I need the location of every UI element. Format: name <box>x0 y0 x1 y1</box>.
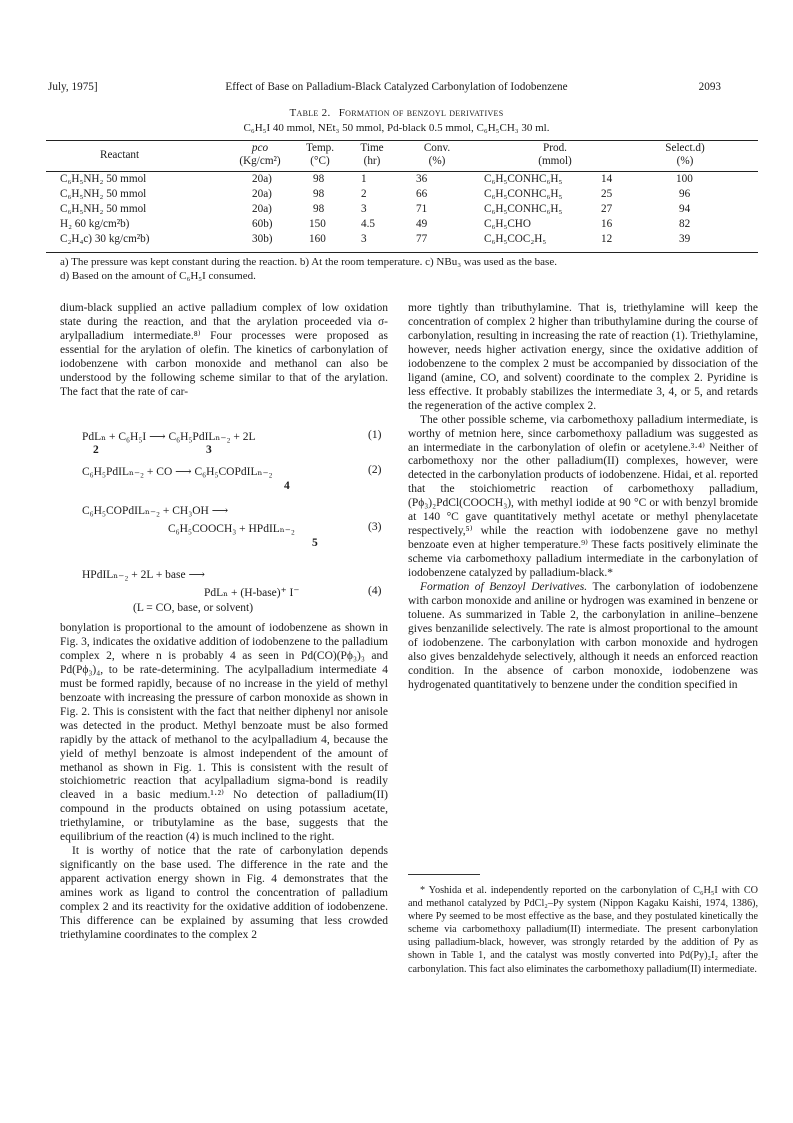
cell-conv: 66 <box>416 188 428 200</box>
paragraph-text: It is worthy of notice that the rate of carbonylation depends significantly on the base used. The difference in the rate and the apparent activation energy shown in Fig. 4 demonstrates that the amines work as ligand to control the concentration of palladium complex 2 and its reactivity for the oxidative addition of iodobenzene. This difference can be explained by assuming that less crowded triethylamine coordinates to the complex 2 <box>60 845 388 941</box>
compound-number: 3 <box>206 444 212 456</box>
cell-reactant: C₆H₅NH₂ 50 mmol <box>60 173 147 185</box>
col-conv <box>412 142 462 168</box>
table-caption <box>0 107 793 119</box>
col-temp <box>295 142 345 168</box>
cell-product: C₆H₅CONHC₆H₅ <box>484 188 563 200</box>
col-prod <box>500 142 610 168</box>
cell-time: 3 <box>361 203 367 215</box>
equation-4-number: (4) <box>368 585 382 597</box>
header-title: Effect of Base on Palladium-Black Catalyzed Carbonylation of Iodobenzene <box>225 81 568 93</box>
cell-mmol: 12 <box>601 233 613 245</box>
cell-time: 3 <box>361 233 367 245</box>
table-row <box>0 233 793 248</box>
cell-mmol: 14 <box>601 173 613 185</box>
header-page-number: 2093 <box>698 81 721 93</box>
table-footnote: d) Based on the amount of C₆H₅I consumed. <box>60 270 256 282</box>
cell-conv: 77 <box>416 233 428 245</box>
header-date: July, 1975] <box>48 81 98 93</box>
table-bottom-rule <box>46 252 758 253</box>
equation-1-number: (1) <box>368 429 382 441</box>
left-paragraph-1 <box>60 302 388 400</box>
col-time-label: Time <box>360 142 384 154</box>
right-column-text <box>408 302 758 693</box>
paragraph-text: dium-black supplied an active palladium complex of low oxidation state during the reaction, and that the arylation proceeded via σ-arylpalladium intermediate.⁸⁾ Four processes were proposed as essential for the arylation of olefin. The kinetics of carbonylation of iodobenzene with carbon monoxide and methanol can also be understood by the following scheme similar to that of the arylation. The fact that the rate of car- <box>60 302 388 398</box>
table-row <box>0 218 793 233</box>
table-row <box>0 173 793 188</box>
cell-pco: 30b) <box>252 233 273 245</box>
cell-mmol: 25 <box>601 188 613 200</box>
cell-temp: 160 <box>309 233 326 245</box>
col-pco <box>225 142 295 168</box>
table-row <box>0 188 793 203</box>
col-select-label: Select.d) <box>665 142 705 154</box>
left-paragraph-2 <box>60 622 388 943</box>
equation-1: PdLₙ + C₆H₅I ⟶ C₆H₅PdILₙ₋₂ + 2L <box>82 431 256 443</box>
table-row <box>0 203 793 218</box>
table-footnote: a) The pressure was kept constant during the reaction. b) At the room temperature. c) NBu₃ was used as the base. <box>60 256 557 268</box>
equation-2: C₆H₅PdILₙ₋₂ + CO ⟶ C₆H₅COPdILₙ₋₂ <box>82 466 273 478</box>
cell-conv: 71 <box>416 203 428 215</box>
cell-product: C₆H₅COC₂H₅ <box>484 233 547 245</box>
cell-time: 4.5 <box>361 218 375 230</box>
table-title: Formation of benzoyl derivatives <box>338 107 504 119</box>
cell-time: 2 <box>361 188 367 200</box>
cell-select: 100 <box>676 173 693 185</box>
equation-2-number: (2) <box>368 464 382 476</box>
cell-select: 96 <box>679 188 691 200</box>
compound-number: 4 <box>284 480 290 492</box>
col-prod-unit: (mmol) <box>538 155 572 167</box>
col-select-unit: (%) <box>676 155 694 167</box>
page-footnote <box>408 884 758 976</box>
cell-conv: 49 <box>416 218 428 230</box>
col-temp-label: Temp. <box>305 142 335 154</box>
table-label: Table 2. <box>289 107 331 119</box>
compound-number: 5 <box>312 537 318 549</box>
table-header-rule <box>46 171 758 172</box>
cell-temp: 98 <box>313 203 325 215</box>
equation-3-number: (3) <box>368 521 382 533</box>
equation-4-products: PdLₙ + (H-base)⁺ I⁻ <box>204 587 300 599</box>
section-heading: Formation of Benzoyl Derivatives. <box>420 581 588 594</box>
cell-reactant: C₆H₅NH₂ 50 mmol <box>60 188 147 200</box>
col-pco-label: pco <box>251 142 269 154</box>
equation-4-reactants: HPdILₙ₋₂ + 2L + base ⟶ <box>82 569 205 581</box>
cell-pco: 20a) <box>252 203 272 215</box>
cell-product: C₆H₅CONHC₆H₅ <box>484 173 563 185</box>
cell-pco: 20a) <box>252 173 272 185</box>
footnote-rule <box>408 874 480 875</box>
cell-product: C₆H₅CONHC₆H₅ <box>484 203 563 215</box>
col-conv-unit: (%) <box>428 155 446 167</box>
compound-number: 2 <box>93 444 99 456</box>
equation-note: (L = CO, base, or solvent) <box>133 602 254 614</box>
cell-select: 94 <box>679 203 691 215</box>
paragraph-text: The carbonylation of iodobenzene with carbon monoxide and aniline or hydrogen was examined in benzene or toluene. As summarized in Table 2, the carbonylation in aniline–benzene gives benzanilide selectively. The rate is almost proportional to the amount of iodobenzene. The carbonylation with carbon monoxide and hydrogen also gives benzaldehyde selectively, although it needs an enforced reaction condition. In the absence of carbon monoxide, iodobenzene was hydrogenated quantitatively to benzene under the condition specified in <box>408 581 758 691</box>
cell-time: 1 <box>361 173 367 185</box>
cell-select: 39 <box>679 233 691 245</box>
col-select <box>650 142 720 168</box>
footnote-text: * Yoshida et al. independently reported on the carbonylation of C₆H₅I with CO and methanol catalyzed by PdCl₂–Py system (Nippon Kagaku Kaishi, 1974, 1386), where Py seemed to be most effective as the base, and they postulated kinetically the scheme via carbomethoxy palladium(II) intermediate. The present carbonylation using palladium-black, however, was strongly retarded by the addition of Py as shown in Table 1, and the catalyst was mostly converted into Pd(Py)₂I₂ after the carbonylation. This fact also eliminates the carbomethoxy palladium(II) intermediate. <box>408 885 758 975</box>
col-temp-unit: (°C) <box>310 155 330 167</box>
col-time-unit: (hr) <box>363 155 381 167</box>
col-pco-unit: (Kg/cm²) <box>239 155 281 167</box>
cell-temp: 98 <box>313 173 325 185</box>
cell-select: 82 <box>679 218 691 230</box>
cell-conv: 36 <box>416 173 428 185</box>
col-reactant: Reactant <box>100 149 140 161</box>
cell-reactant: C₆H₅NH₂ 50 mmol <box>60 203 147 215</box>
paragraph-text: The other possible scheme, via carbomethoxy palladium intermediate, is worthy of metnion here, since carbomethoxy palladium was suggested as an intermediate in the carbonylation of olefin or acetylene.³·⁴⁾ Neither of carbomethoxy nor the other palladium(II) complexes, however, were detected in the carbonylation products of iodobenzene. Hidai, et al. reported that the stoichiometric reaction of carbomethoxy palladium, (Pϕ₃)₂PdCl(COOCH₃), with methyl iodide at 90 °C or with benzyl bromide at 140 °C gave quantitatively methyl acetate or methyl phenylacetate respectively,⁵⁾ while the reaction with iodobenzene gave no methyl benzoate even at higher temperature.⁹⁾ These facts positively eliminate the scheme via carbomethoxy palladium intermediate in the carbonylation of iodobenzene catalyzed by palladium-black.* <box>408 413 758 580</box>
cell-mmol: 27 <box>601 203 613 215</box>
paragraph-formation <box>408 581 758 693</box>
paragraph-text: bonylation is proportional to the amount of iodobenzene as shown in Fig. 3, indicates the oxidative addition of iodobenzene to the palladium complex 2, where n is probably 4 as seen in Pd(CO)(Pϕ₃)₃ and Pd(Pϕ₃)₄, to be rate-determining. The acylpalladium intermediate 4 must be formed rapidly, because of no increase in the yield of methyl benzoate with increasing the pressure of carbon monoxide as shown in Fig. 2. This is consistent with the fact that neither diphenyl nor anisole was detected in the product. Methyl benzoate must be also formed rapidly by the attack of methanol to the acylpalladium 4, because the yield of methyl benzoate is almost independent of the amount of methanol as shown in Fig. 1. This is consistent with the result of stoichiometric reaction that acylpalladium sigma-bond is readily cleaved in a basic medium.¹·²⁾ No detection of palladium(II) compound in the products obtained on using potassium acetate, triethylamine, or tributylamine as the base, suggests that the equilibrium of the reaction (4) is much inclined to the right. <box>60 622 388 844</box>
equation-3-reactants: C₆H₅COPdILₙ₋₂ + CH₃OH ⟶ <box>82 505 229 517</box>
equation-3-products: C₆H₅COOCH₃ + HPdILₙ₋₂ <box>168 523 295 535</box>
col-conv-label: Conv. <box>423 142 451 154</box>
cell-reactant: C₂H₄c) 30 kg/cm²b) <box>60 233 150 245</box>
paragraph-text: more tightly than tributhylamine. That is, triethylamine will keep the concentration of complex 2 higher than tributhylamine during the course of carbonylation, resulting in increasing the rate of reaction (1). Triethylamine, however, needs higher activation energy, since the oxidative addition of iodobenzene to the complex 2 must be accompanied by dissociation of the ligand (amine, CO, and solvent) coordinate to the complex 2. Pyridine is less effective. It probably stabilizes the intermediate 3, 4, or 5, and retards the regeneration of the active complex 2. <box>408 302 759 412</box>
cell-product: C₆H₅CHO <box>484 218 531 230</box>
cell-mmol: 16 <box>601 218 613 230</box>
cell-pco: 60b) <box>252 218 273 230</box>
col-time <box>350 142 394 168</box>
cell-pco: 20a) <box>252 188 272 200</box>
table-top-rule <box>46 140 758 141</box>
table-conditions: C₆H₅I 40 mmol, NEt₃ 50 mmol, Pd-black 0.5 mmol, C₆H₅CH₃ 30 ml. <box>243 122 550 134</box>
cell-temp: 150 <box>309 218 326 230</box>
cell-temp: 98 <box>313 188 325 200</box>
cell-reactant: H₂ 60 kg/cm²b) <box>60 218 130 230</box>
col-prod-label: Prod. <box>543 142 567 154</box>
